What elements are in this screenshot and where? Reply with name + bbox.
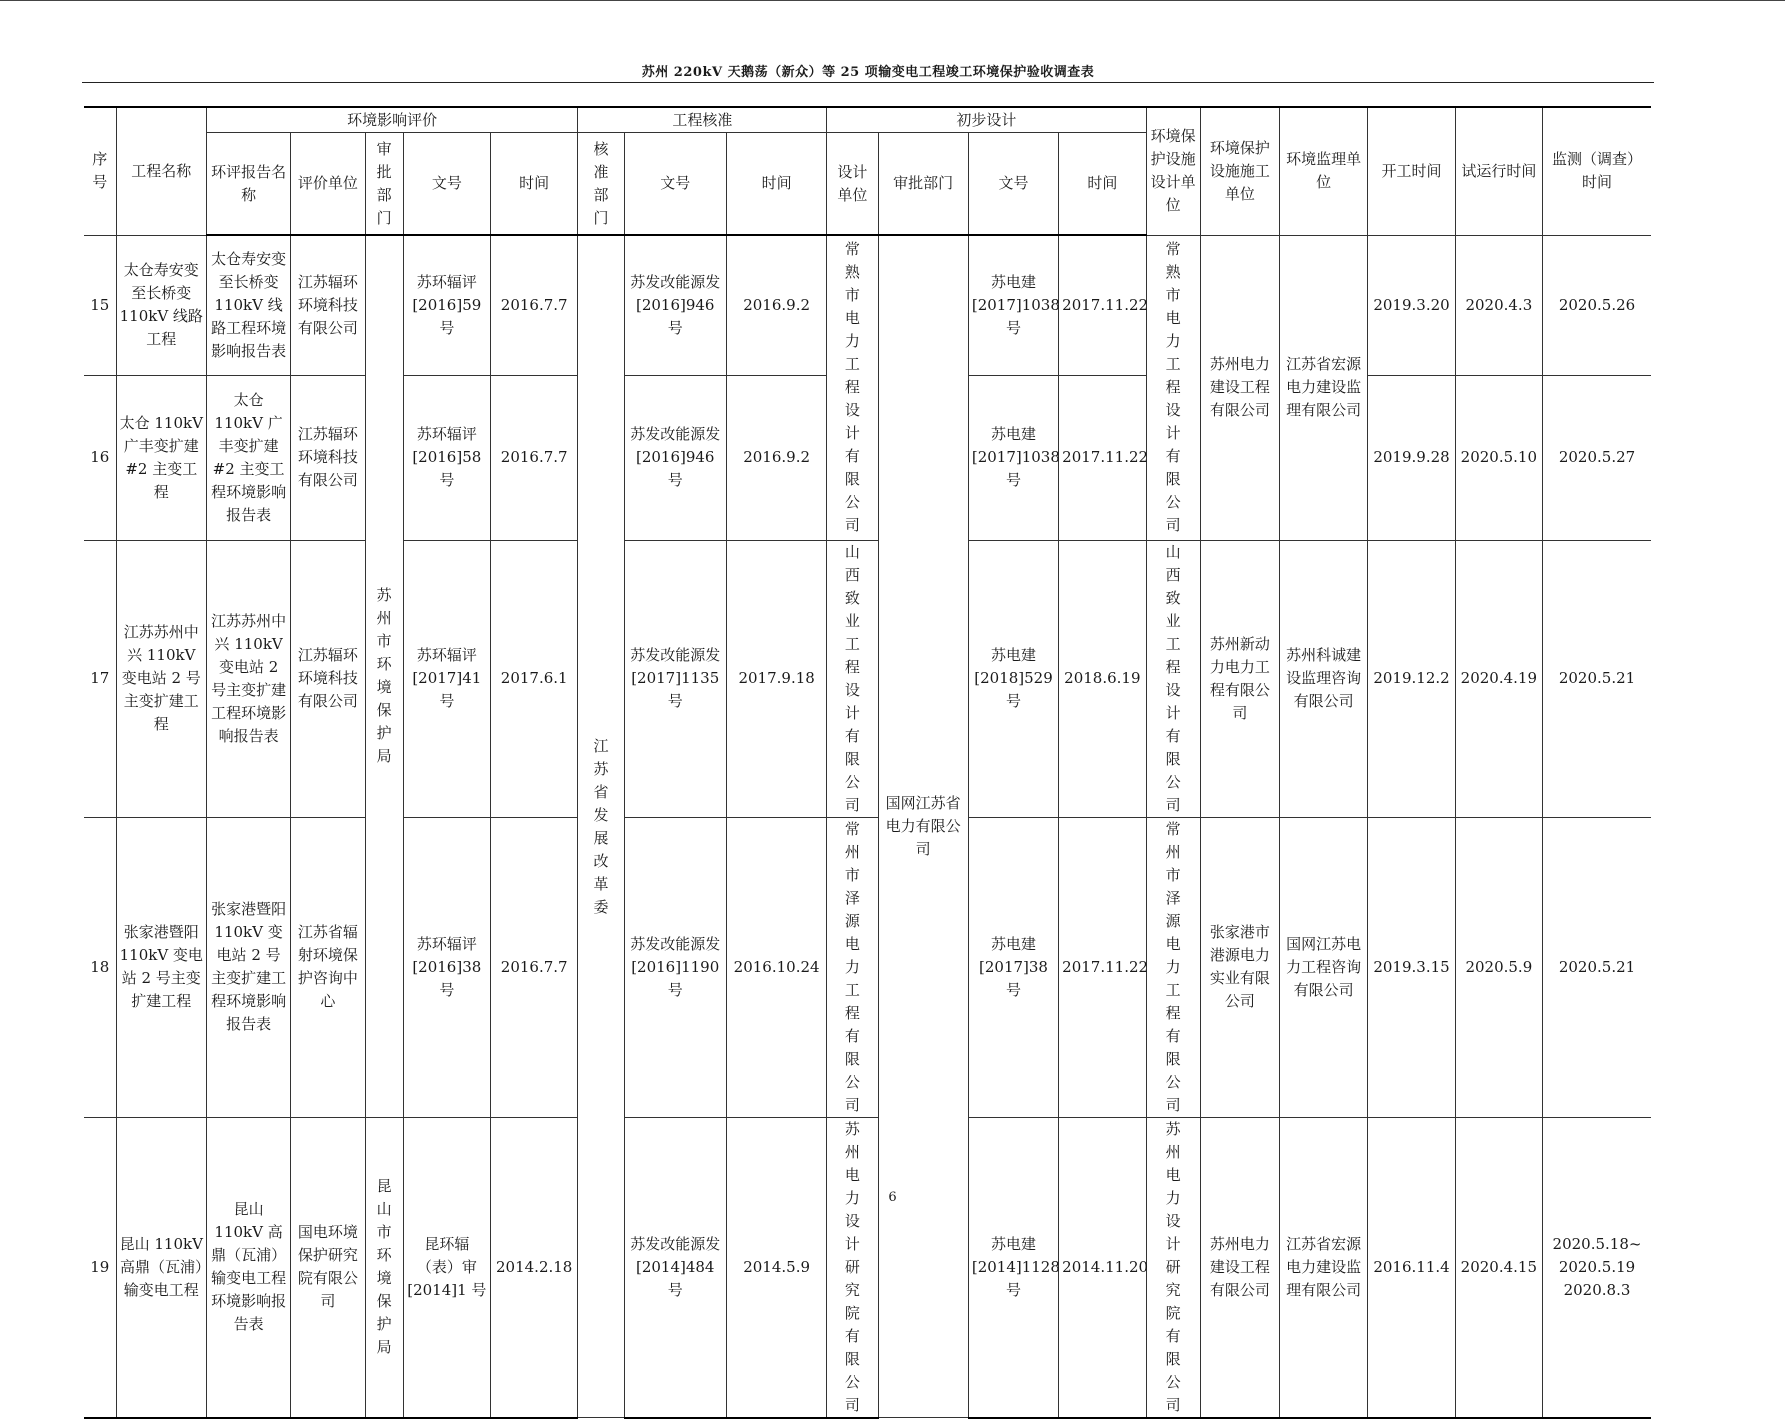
table-header xyxy=(84,107,1651,235)
cell-design-unit: 苏州电力设计研究院有限公司 xyxy=(827,1117,878,1418)
document-header-title: 苏州 220kV 天鹅荡（新众）等 25 项输变电工程竣工环境保护验收调查表 xyxy=(641,65,1095,80)
cell-eia-report: 昆山 110kV 高鼎（瓦浦）输变电工程环境影响报告表 xyxy=(206,1117,290,1418)
cell-eia-time: 2014.2.18 xyxy=(490,1117,577,1418)
cell-env-design-unit: 苏州电力设计研究院有限公司 xyxy=(1146,1117,1200,1418)
cell-trial-time: 2020.4.15 xyxy=(1455,1117,1542,1418)
cell-env-design-unit-merged: 常熟市电力工程设计有限公司 xyxy=(1146,235,1200,540)
cell-env-design-unit: 常州市泽源电力工程有限公司 xyxy=(1146,817,1200,1117)
col-eia-time-header: 时间 xyxy=(490,133,577,236)
cell-start-time: 2016.11.4 xyxy=(1368,1117,1455,1418)
table-row xyxy=(84,817,1651,1117)
cell-monitor-time: 2020.5.26 xyxy=(1543,235,1652,375)
cell-trial-time: 2020.5.10 xyxy=(1455,375,1542,540)
cell-appr-authority-merged: 江苏省发展改革委 xyxy=(578,235,624,1418)
cell-monitor-time: 2020.5.27 xyxy=(1543,375,1652,540)
cell-env-supervision-unit: 国网江苏电力工程咨询有限公司 xyxy=(1280,817,1368,1117)
group-eia-header: 环境影响评价 xyxy=(206,107,577,133)
cell-env-construct-unit: 苏州新动力电力工程有限公司 xyxy=(1200,540,1279,817)
cell-design-doc: 苏电建[2014]1128 号 xyxy=(968,1117,1058,1418)
cell-eia-unit: 江苏辐环环境科技有限公司 xyxy=(291,375,365,540)
cell-eia-time: 2016.7.7 xyxy=(490,817,577,1117)
cell-design-doc: 苏电建[2018]529 号 xyxy=(968,540,1058,817)
cell-seq: 19 xyxy=(84,1117,116,1418)
cell-eia-doc: 苏环辐评[2017]41 号 xyxy=(403,540,490,817)
cell-appr-time: 2017.9.18 xyxy=(726,540,826,817)
cell-env-supervision-unit: 苏州科诚建设监理咨询有限公司 xyxy=(1280,540,1368,817)
col-eia-unit-header: 评价单位 xyxy=(291,133,365,236)
cell-eia-report: 江苏苏州中兴 110kV 变电站 2 号主变扩建工程环境影响报告表 xyxy=(206,540,290,817)
cell-eia-doc: 苏环辐评[2016]58 号 xyxy=(403,375,490,540)
cell-appr-doc: 苏发改能源发[2016]946 号 xyxy=(624,235,726,375)
col-eia-authority-header: 审批部门 xyxy=(365,133,403,236)
cell-design-time: 2017.11.22 xyxy=(1059,817,1146,1117)
col-env-design-unit-header: 环境保护设施设计单位 xyxy=(1146,107,1200,235)
cell-eia-authority-merged: 苏州市环境保护局 xyxy=(365,235,403,1117)
table-row xyxy=(84,1117,1651,1418)
cell-eia-report: 太仓寿安变至长桥变 110kV 线路工程环境影响报告表 xyxy=(206,235,290,375)
cell-appr-time: 2014.5.9 xyxy=(726,1117,826,1418)
top-border-line xyxy=(0,0,1785,1)
col-appr-authority-header: 核准部门 xyxy=(578,133,624,236)
group-header-row xyxy=(84,107,1651,133)
cell-eia-doc: 苏环辐评[2016]59 号 xyxy=(403,235,490,375)
cell-eia-unit: 江苏省辐射环境保护咨询中心 xyxy=(291,817,365,1117)
cell-design-authority-merged: 国网江苏省电力有限公司 xyxy=(878,235,968,1418)
cell-env-construct-unit: 苏州电力建设工程有限公司 xyxy=(1200,1117,1279,1418)
cell-eia-time: 2017.6.1 xyxy=(490,540,577,817)
cell-seq: 18 xyxy=(84,817,116,1117)
cell-appr-doc: 苏发改能源发[2016]946 号 xyxy=(624,375,726,540)
cell-seq: 16 xyxy=(84,375,116,540)
cell-trial-time: 2020.4.3 xyxy=(1455,235,1542,375)
cell-appr-time: 2016.10.24 xyxy=(726,817,826,1117)
cell-appr-time: 2016.9.2 xyxy=(726,235,826,375)
cell-trial-time: 2020.4.19 xyxy=(1455,540,1542,817)
cell-env-construct-unit-merged: 苏州电力建设工程有限公司 xyxy=(1200,235,1279,540)
col-design-authority-header: 审批部门 xyxy=(878,133,968,236)
cell-eia-authority: 昆山市环境保护局 xyxy=(365,1117,403,1418)
cell-project-name: 江苏苏州中兴 110kV 变电站 2 号主变扩建工程 xyxy=(116,540,206,817)
cell-eia-doc: 苏环辐评[2016]38 号 xyxy=(403,817,490,1117)
cell-design-unit-merged: 常熟市电力工程设计有限公司 xyxy=(827,235,878,540)
col-seq-header: 序号 xyxy=(84,107,116,235)
col-env-construct-unit-header: 环境保护设施施工单位 xyxy=(1200,107,1279,235)
cell-env-supervision-unit-merged: 江苏省宏源电力建设监理有限公司 xyxy=(1280,235,1368,540)
cell-start-time: 2019.12.2 xyxy=(1368,540,1455,817)
cell-appr-doc: 苏发改能源发[2016]1190 号 xyxy=(624,817,726,1117)
cell-eia-unit: 国电环境保护研究院有限公司 xyxy=(291,1117,365,1418)
cell-env-design-unit: 山西致业工程设计有限公司 xyxy=(1146,540,1200,817)
col-trial-time-header: 试运行时间 xyxy=(1455,107,1542,235)
cell-design-unit: 山西致业工程设计有限公司 xyxy=(827,540,878,817)
cell-project-name: 昆山 110kV 高鼎（瓦浦）输变电工程 xyxy=(116,1117,206,1418)
cell-appr-doc: 苏发改能源发[2014]484 号 xyxy=(624,1117,726,1418)
col-monitor-time-header: 监测（调查）时间 xyxy=(1543,107,1652,235)
cell-appr-time: 2016.9.2 xyxy=(726,375,826,540)
cell-eia-unit: 江苏辐环环境科技有限公司 xyxy=(291,235,365,375)
cell-env-construct-unit: 张家港市港源电力实业有限公司 xyxy=(1200,817,1279,1117)
cell-eia-doc: 昆环辐（表）审[2014]1 号 xyxy=(403,1117,490,1418)
cell-design-time: 2017.11.22 xyxy=(1059,235,1146,375)
cell-design-doc: 苏电建[2017]1038 号 xyxy=(968,375,1058,540)
cell-start-time: 2019.3.15 xyxy=(1368,817,1455,1117)
cell-project-name: 太仓寿安变至长桥变 110kV 线路工程 xyxy=(116,235,206,375)
group-design-header: 初步设计 xyxy=(827,107,1146,133)
monitor-time-line: 2020.5.19 xyxy=(1558,1257,1636,1276)
col-eia-doc-header: 文号 xyxy=(403,133,490,236)
cell-monitor-time: 2020.5.21 xyxy=(1543,817,1652,1117)
cell-eia-report: 太仓 110kV 广丰变扩建#2 主变工程环境影响报告表 xyxy=(206,375,290,540)
cell-seq: 17 xyxy=(84,540,116,817)
cell-design-time: 2017.11.22 xyxy=(1059,375,1146,540)
cell-project-name: 张家港暨阳 110kV 变电站 2 号主变扩建工程 xyxy=(116,817,206,1117)
monitor-time-line: 2020.5.18~ xyxy=(1552,1234,1642,1253)
cell-env-supervision-unit: 江苏省宏源电力建设监理有限公司 xyxy=(1280,1117,1368,1418)
col-appr-doc-header: 文号 xyxy=(624,133,726,236)
table-body xyxy=(84,235,1651,1418)
col-eia-report-header: 环评报告名称 xyxy=(206,133,290,236)
cell-design-doc: 苏电建[2017]38 号 xyxy=(968,817,1058,1117)
cell-design-time: 2018.6.19 xyxy=(1059,540,1146,817)
col-design-doc-header: 文号 xyxy=(968,133,1058,236)
col-design-time-header: 时间 xyxy=(1059,133,1146,236)
cell-start-time: 2019.3.20 xyxy=(1368,235,1455,375)
group-approval-header: 工程核准 xyxy=(578,107,827,133)
cell-start-time: 2019.9.28 xyxy=(1368,375,1455,540)
cell-monitor-time: 2020.5.21 xyxy=(1543,540,1652,817)
cell-trial-time: 2020.5.9 xyxy=(1455,817,1542,1117)
acceptance-survey-table xyxy=(84,106,1651,1419)
table-row xyxy=(84,235,1651,375)
cell-eia-report: 张家港暨阳 110kV 变电站 2 号主变扩建工程环境影响报告表 xyxy=(206,817,290,1117)
cell-appr-doc: 苏发改能源发[2017]1135 号 xyxy=(624,540,726,817)
cell-seq: 15 xyxy=(84,235,116,375)
cell-design-doc: 苏电建[2017]1038 号 xyxy=(968,235,1058,375)
col-start-time-header: 开工时间 xyxy=(1368,107,1455,235)
col-project-name-header: 工程名称 xyxy=(116,107,206,235)
cell-eia-unit: 江苏辐环环境科技有限公司 xyxy=(291,540,365,817)
monitor-time-line: 2020.8.3 xyxy=(1563,1280,1631,1299)
col-design-unit-header: 设计单位 xyxy=(827,133,878,236)
table-row xyxy=(84,540,1651,817)
col-appr-time-header: 时间 xyxy=(726,133,826,236)
cell-eia-time: 2016.7.7 xyxy=(490,375,577,540)
header-underline xyxy=(82,82,1654,83)
cell-eia-time: 2016.7.7 xyxy=(490,235,577,375)
page-number: 6 xyxy=(888,1190,897,1205)
col-env-supervision-unit-header: 环境监理单位 xyxy=(1280,107,1368,235)
cell-design-time: 2014.11.20 xyxy=(1059,1117,1146,1418)
cell-design-unit: 常州市泽源电力工程有限公司 xyxy=(827,817,878,1117)
cell-monitor-time xyxy=(1543,1117,1652,1418)
cell-project-name: 太仓 110kV 广丰变扩建#2 主变工程 xyxy=(116,375,206,540)
